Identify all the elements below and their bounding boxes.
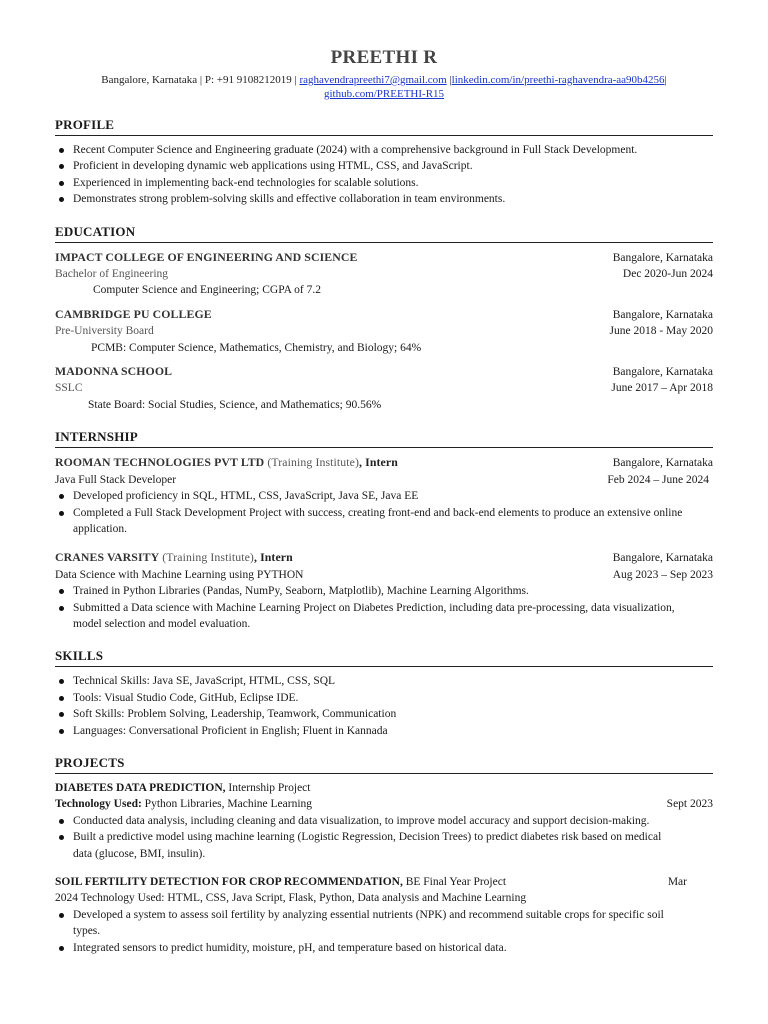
- list-item: Languages: Conversational Proficient in English; Fluent in Kannada: [55, 723, 713, 739]
- education-dates: Dec 2020-Jun 2024: [622, 268, 713, 281]
- profile-bullets: [55, 142, 713, 208]
- email-link[interactable]: raghavendrapreethi7@gmail.com: [299, 74, 447, 86]
- section-title-internship: INTERNSHIP: [55, 428, 713, 448]
- degree-name: Pre-University Board: [55, 325, 154, 338]
- education-dates: June 2018 - May 2020: [609, 325, 713, 338]
- project-bullets: [55, 907, 713, 956]
- location-text: Bangalore, Karnataka: [101, 74, 198, 86]
- list-item: Integrated sensors to predict humidity, moisture, pH, and temperature based on historical data.: [55, 940, 713, 956]
- project-tech-line: [55, 890, 713, 906]
- intern-role: , Intern: [359, 455, 398, 470]
- project-date-month: Mar: [667, 876, 687, 888]
- education-detail: PCMB: Computer Science, Mathematics, Chemistry, and Biology; 64%: [91, 341, 422, 354]
- company-type: (Training Institute): [159, 550, 254, 565]
- internship-dates: Aug 2023 – Sep 2023: [612, 568, 713, 581]
- list-item: Developed proficiency in SQL, HTML, CSS, JavaScript, Java SE, Java EE: [55, 488, 713, 504]
- candidate-name: PREETHI R: [330, 47, 438, 68]
- list-item: Developed a system to assess soil fertility by analyzing essential nutrients (NPK) and recommend suitable crops for specific soil types.: [55, 907, 713, 940]
- tech-label: Technology Used:: [55, 798, 142, 811]
- internship-entry: [55, 549, 713, 632]
- list-item: Soft Skills: Problem Solving, Leadership, Teamwork, Communication: [55, 706, 713, 722]
- section-title-education: EDUCATION: [55, 223, 713, 243]
- company-name: ROOMAN TECHNOLOGIES PVT LTD: [55, 455, 265, 470]
- company-location: Bangalore, Karnataka: [612, 552, 713, 565]
- school-name: IMPACT COLLEGE OF ENGINEERING AND SCIENCE: [55, 249, 358, 264]
- project-title-line: [55, 874, 713, 890]
- company-line: [55, 549, 293, 565]
- tech-label: Technology Used:: [80, 892, 165, 905]
- tech-list: Python Libraries, Machine Learning: [141, 798, 313, 811]
- school-name: MADONNA SCHOOL: [55, 364, 173, 379]
- list-item: Technical Skills: Java SE, JavaScript, HTML, CSS, SQL: [55, 673, 713, 689]
- internship-bullets: [55, 488, 713, 537]
- education-detail: Computer Science and Engineering; CGPA of 7.2: [93, 284, 321, 297]
- contact-line: [55, 73, 713, 101]
- company-name: CRANES VARSITY: [55, 550, 160, 565]
- separator: |: [664, 74, 667, 86]
- linkedin-link[interactable]: linkedin.com/in/preethi-raghavendra-aa90b4256: [451, 74, 665, 86]
- project-kind: Internship Project: [225, 781, 311, 794]
- education-dates: June 2017 – Apr 2018: [611, 382, 713, 395]
- education-section: [55, 249, 713, 414]
- internship-section: [55, 454, 713, 632]
- company-line: [55, 454, 398, 470]
- school-location: Bangalore, Karnataka: [612, 366, 713, 379]
- section-title-profile: PROFILE: [55, 116, 713, 136]
- github-link[interactable]: github.com/PREETHI-R15: [323, 88, 445, 100]
- list-item: Proficient in developing dynamic web applications using HTML, CSS, and JavaScript.: [55, 158, 713, 174]
- internship-entry: [55, 454, 713, 537]
- list-item: Recent Computer Science and Engineering graduate (2024) with a comprehensive background in Full Stack Development.: [55, 142, 713, 158]
- projects-section: [55, 780, 713, 956]
- project-entry: [55, 874, 713, 956]
- list-item: Submitted a Data science with Machine Learning Project on Diabetes Prediction, including data pre-processing, data visualization, model selection and model evaluation.: [55, 600, 713, 633]
- project-name: SOIL FERTILITY DETECTION FOR CROP RECOMMENDATION,: [55, 876, 403, 888]
- school-name: CAMBRIDGE PU COLLEGE: [55, 306, 212, 321]
- school-location: Bangalore, Karnataka: [612, 251, 713, 264]
- project-title-line: [55, 780, 713, 796]
- project-bullets: [55, 813, 713, 862]
- list-item: Tools: Visual Studio Code, GitHub, Eclipse IDE.: [55, 690, 713, 706]
- separator: |: [197, 74, 205, 86]
- school-location: Bangalore, Karnataka: [612, 308, 713, 321]
- education-entry: [55, 363, 713, 413]
- list-item: Experienced in implementing back-end technologies for scalable solutions.: [55, 175, 713, 191]
- internship-bullets: [55, 583, 713, 632]
- section-title-skills: SKILLS: [55, 647, 713, 667]
- separator: |: [446, 74, 452, 86]
- project-date: Sept 2023: [666, 798, 713, 811]
- project-date-year: 2024: [55, 892, 78, 905]
- project-entry: [55, 780, 713, 862]
- list-item: Conducted data analysis, including cleaning and data visualization, to improve model accuracy and support decision-making.: [55, 813, 713, 829]
- company-location: Bangalore, Karnataka: [612, 457, 713, 470]
- list-item: Demonstrates strong problem-solving skills and effective collaboration in team environments.: [55, 191, 713, 207]
- list-item: Completed a Full Stack Development Project with success, creating front-end and back-end elements to produce an extensive online application.: [55, 505, 713, 538]
- project-name: DIABETES DATA PREDICTION,: [55, 781, 226, 794]
- education-entry: [55, 249, 713, 299]
- degree-name: SSLC: [55, 382, 83, 395]
- section-title-projects: PROJECTS: [55, 754, 713, 774]
- education-entry: [55, 306, 713, 356]
- skills-bullets: [55, 673, 713, 739]
- project-kind: BE Final Year Project: [402, 876, 507, 888]
- company-type: (Training Institute): [264, 455, 360, 470]
- project-tech-line: [55, 796, 312, 812]
- phone-text: P: +91 9108212019: [204, 74, 292, 86]
- education-detail: State Board: Social Studies, Science, and Mathematics; 90.56%: [88, 398, 382, 411]
- list-item: Built a predictive model using machine learning (Logistic Regression, Decision Trees) to predict diabetes risk based on medical data (glucose, BMI, insulin).: [55, 829, 713, 862]
- profile-section: [55, 142, 713, 208]
- position-title: Java Full Stack Developer: [55, 473, 177, 486]
- intern-role: , Intern: [253, 550, 293, 565]
- degree-name: Bachelor of Engineering: [55, 268, 169, 281]
- skills-section: [55, 673, 713, 739]
- internship-dates: Feb 2024 – June 2024: [607, 473, 709, 486]
- tech-list: HTML, CSS, Java Script, Flask, Python, Data analysis and Machine Learning: [164, 892, 527, 905]
- list-item: Trained in Python Libraries (Pandas, NumPy, Seaborn, Matplotlib), Machine Learning Algorithms.: [55, 583, 713, 599]
- position-title: Data Science with Machine Learning using PYTHON: [55, 568, 304, 581]
- separator: |: [291, 74, 300, 86]
